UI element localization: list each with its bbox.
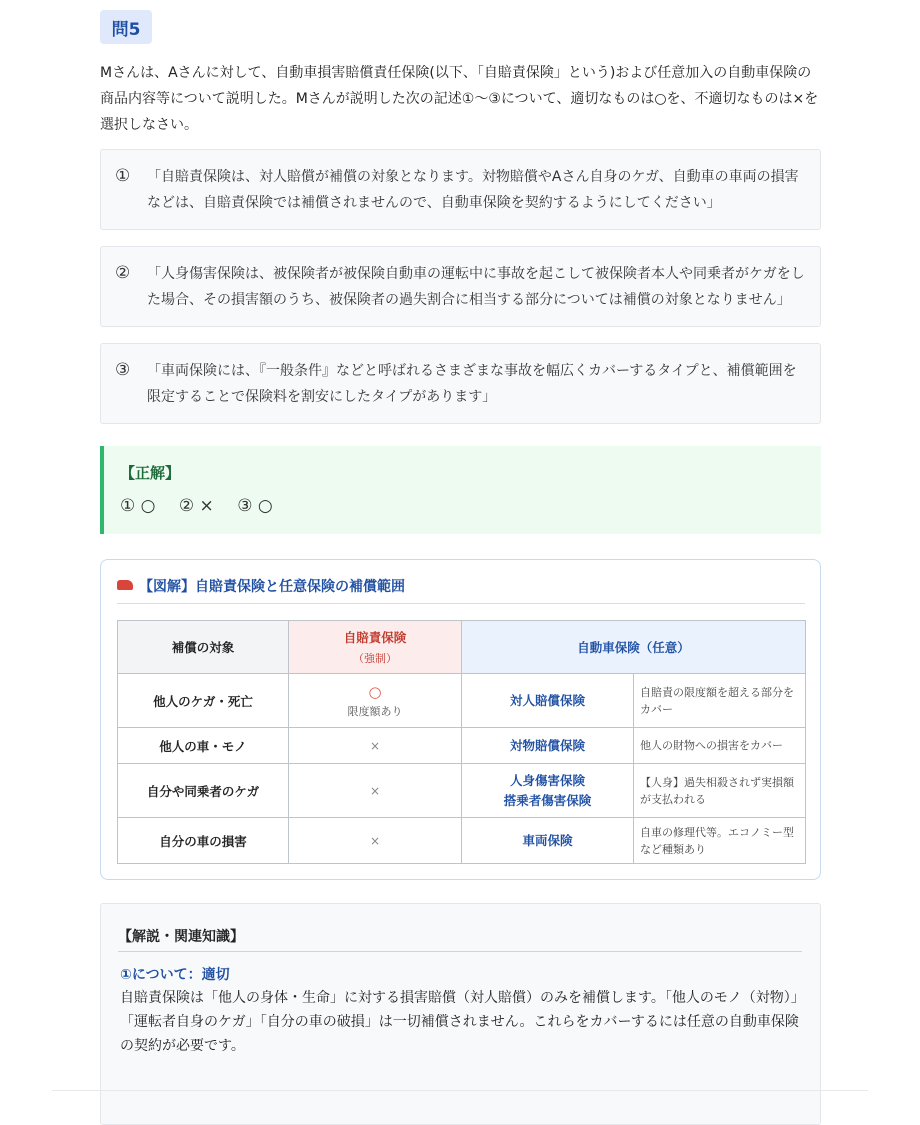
footer-divider	[52, 1090, 868, 1091]
description-cell: 自車の修理代等。エコノミー型など種類あり	[634, 818, 806, 864]
answer-item-3: ③ ○	[237, 496, 273, 516]
statement-3	[100, 343, 821, 424]
answer-values	[120, 496, 291, 516]
row-label: 自分や同乗者のケガ	[118, 764, 289, 818]
statement-number: ②	[115, 263, 131, 283]
statement-2	[100, 246, 821, 327]
table-row	[118, 818, 806, 864]
header-jibai: 自賠責保険 （強制）	[289, 621, 462, 674]
statement-number: ①	[115, 166, 131, 186]
header-target: 補償の対象	[118, 621, 289, 674]
table-header-row	[118, 621, 806, 674]
row-label: 他人のケガ・死亡	[118, 674, 289, 728]
circle-mark: ○	[368, 682, 382, 701]
answer-label: 【正解】	[120, 464, 181, 482]
cross-mark: ×	[289, 728, 462, 764]
table-row	[118, 764, 806, 818]
product-cell: 人身傷害保険 搭乗者傷害保険	[462, 764, 634, 818]
description-cell: 他人の財物への損害をカバー	[634, 728, 806, 764]
description-cell: 自賠責の限度額を超える部分をカバー	[634, 674, 806, 728]
product-cell: 車両保険	[462, 818, 634, 864]
car-icon	[117, 580, 133, 590]
question-number-badge: 問5	[100, 10, 152, 44]
limit-note: 限度額あり	[347, 704, 403, 718]
cross-mark: ×	[289, 764, 462, 818]
product-cell: 対人賠償保険	[462, 674, 634, 728]
table-row	[118, 728, 806, 764]
figure-title: 【図解】自賠責保険と任意保険の補償範囲	[117, 576, 805, 604]
statement-text: 「自賠責保険は、対人賠償が補償の対象となります。対物賠償やAさん自身のケガ、自動車の車両の損害などは、自賠責保険では補償されませんので、自動車保険を契約するようにしてください」	[147, 169, 799, 211]
cross-mark: ×	[289, 818, 462, 864]
statement-text: 「人身傷害保険は、被保険者が被保険自動車の運転中に事故を起こして被保険者本人や同乗者がケガをした場合、その損害額のうち、被保険者の過失割合に相当する部分については補償の対象となりません」	[147, 266, 805, 308]
explanation-heading: 【解説・関連知識】	[118, 926, 802, 952]
statement-text: 「車両保険には、『一般条件』などと呼ばれるさまざまな事故を幅広くカバーするタイプと、補償範囲を限定することで保険料を割安にしたタイプがあります」	[147, 363, 797, 405]
explanation-body: 自賠責保険は「他人の身体・生命」に対する損害賠償（対人賠償）のみを補償します。「他人のモノ（対物）」「運転者自身のケガ」「自分の車の破損」は一切補償されません。これらをカバーするには任意の自動車保険の契約が必要です。	[120, 990, 799, 1054]
explanation-box	[100, 903, 821, 1125]
answer-item-2: ② ×	[178, 496, 214, 516]
answer-box	[100, 446, 821, 534]
jibai-cell	[289, 674, 462, 728]
coverage-figure	[100, 559, 821, 880]
explanation-subheading: ①について：適切	[120, 967, 230, 983]
product-cell: 対物賠償保険	[462, 728, 634, 764]
description-cell: 【人身】過失相殺されず実損額が支払われる	[634, 764, 806, 818]
statement-1	[100, 149, 821, 230]
coverage-table	[117, 620, 806, 864]
row-label: 他人の車・モノ	[118, 728, 289, 764]
statement-number: ③	[115, 360, 131, 380]
table-row	[118, 674, 806, 728]
answer-item-1: ① ○	[120, 496, 156, 516]
row-label: 自分の車の損害	[118, 818, 289, 864]
question-intro: Mさんは、Aさんに対して、自動車損害賠償責任保険(以下、「自賠責保険」という)および任意加入の自動車保険の商品内容等について説明した。Mさんが説明した次の記述①〜③について、適切なものは○を、不適切なものは×を選択しなさい。	[100, 65, 819, 133]
header-nini: 自動車保険（任意）	[462, 621, 806, 674]
